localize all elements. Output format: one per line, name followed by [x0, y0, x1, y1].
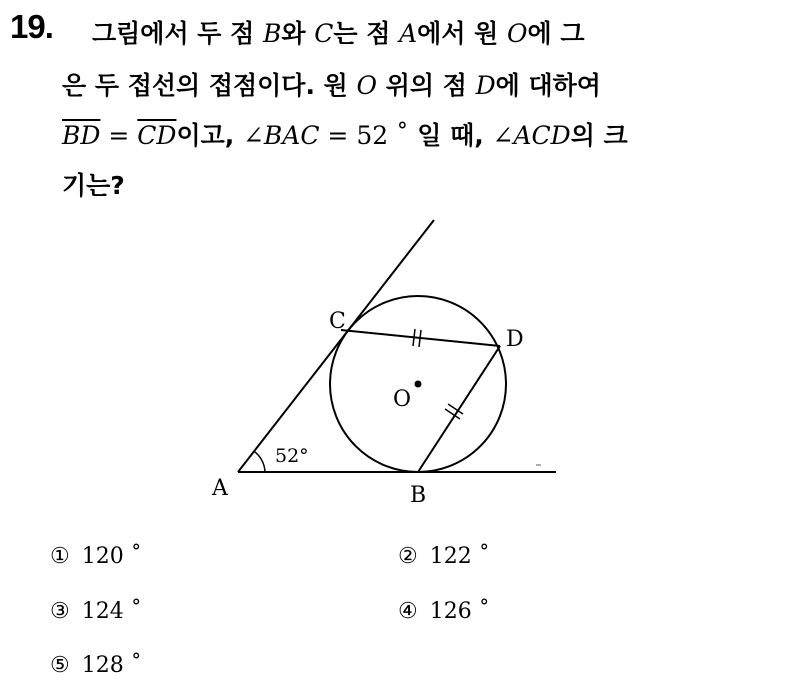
choice-3[interactable] [50, 599, 142, 624]
circle-o: O [507, 19, 528, 48]
point-a: A [399, 19, 418, 48]
choice-value: 122 ˚ [429, 544, 490, 569]
angle-bac: ∠BAC [242, 121, 320, 150]
circle-o: O [356, 71, 378, 100]
question-text: 와 [281, 19, 315, 48]
choice-value: 126 ˚ [429, 599, 490, 624]
point-b: B [263, 19, 282, 48]
question-text: 에 그 [527, 19, 585, 48]
choice-1[interactable] [50, 544, 142, 569]
question-text: 일 때, [408, 121, 493, 150]
center-dot [415, 381, 422, 388]
question-number: 19. [10, 8, 53, 45]
question-text: 기는? [62, 171, 125, 200]
choice-mark: ① [50, 544, 70, 569]
question-text: 이고, [176, 121, 243, 150]
question-text: 에서 원 [417, 19, 508, 48]
label-b: B [410, 483, 427, 508]
label-o: O [393, 387, 412, 412]
point-c: C [314, 19, 334, 48]
chord-bd [418, 346, 500, 472]
choice-value: 120 ˚ [81, 544, 142, 569]
choice-2[interactable] [398, 544, 490, 569]
point-d: D [475, 71, 496, 100]
tick-mark-cd-2 [419, 330, 421, 347]
angle-value: = 52 ˚ [319, 121, 409, 150]
question-text: 의 크 [570, 121, 628, 150]
equals-sign: = [100, 121, 138, 150]
arc-bd: $\overline{BD}$ [62, 121, 101, 150]
choice-mark: ④ [398, 599, 418, 624]
angle-acd: ∠ACD [492, 121, 571, 150]
choice-4[interactable] [398, 599, 490, 624]
tick-mark-cd-1 [413, 329, 415, 346]
question-text: 은 두 접선의 접점이다. 원 [62, 71, 357, 100]
label-c: C [329, 309, 346, 334]
question-text: 위의 점 [377, 71, 476, 100]
question-text: 에 대하여 [495, 71, 601, 100]
question-text: 그림에서 두 점 [92, 19, 264, 48]
label-angle: 52° [275, 445, 309, 467]
choice-mark: ⑤ [50, 653, 70, 678]
label-d: D [506, 327, 524, 352]
question-text: 는 점 [333, 19, 400, 48]
arc-cd: $\overline{CD}$ [137, 121, 177, 150]
label-a: A [212, 476, 228, 501]
choice-5[interactable] [50, 653, 142, 678]
tangent-line-ac [238, 220, 434, 472]
choice-value: 128 ˚ [81, 653, 142, 678]
choice-value: 124 ˚ [81, 599, 142, 624]
choice-mark: ② [398, 544, 418, 569]
choice-mark: ③ [50, 599, 70, 624]
angle-arc [255, 452, 265, 472]
